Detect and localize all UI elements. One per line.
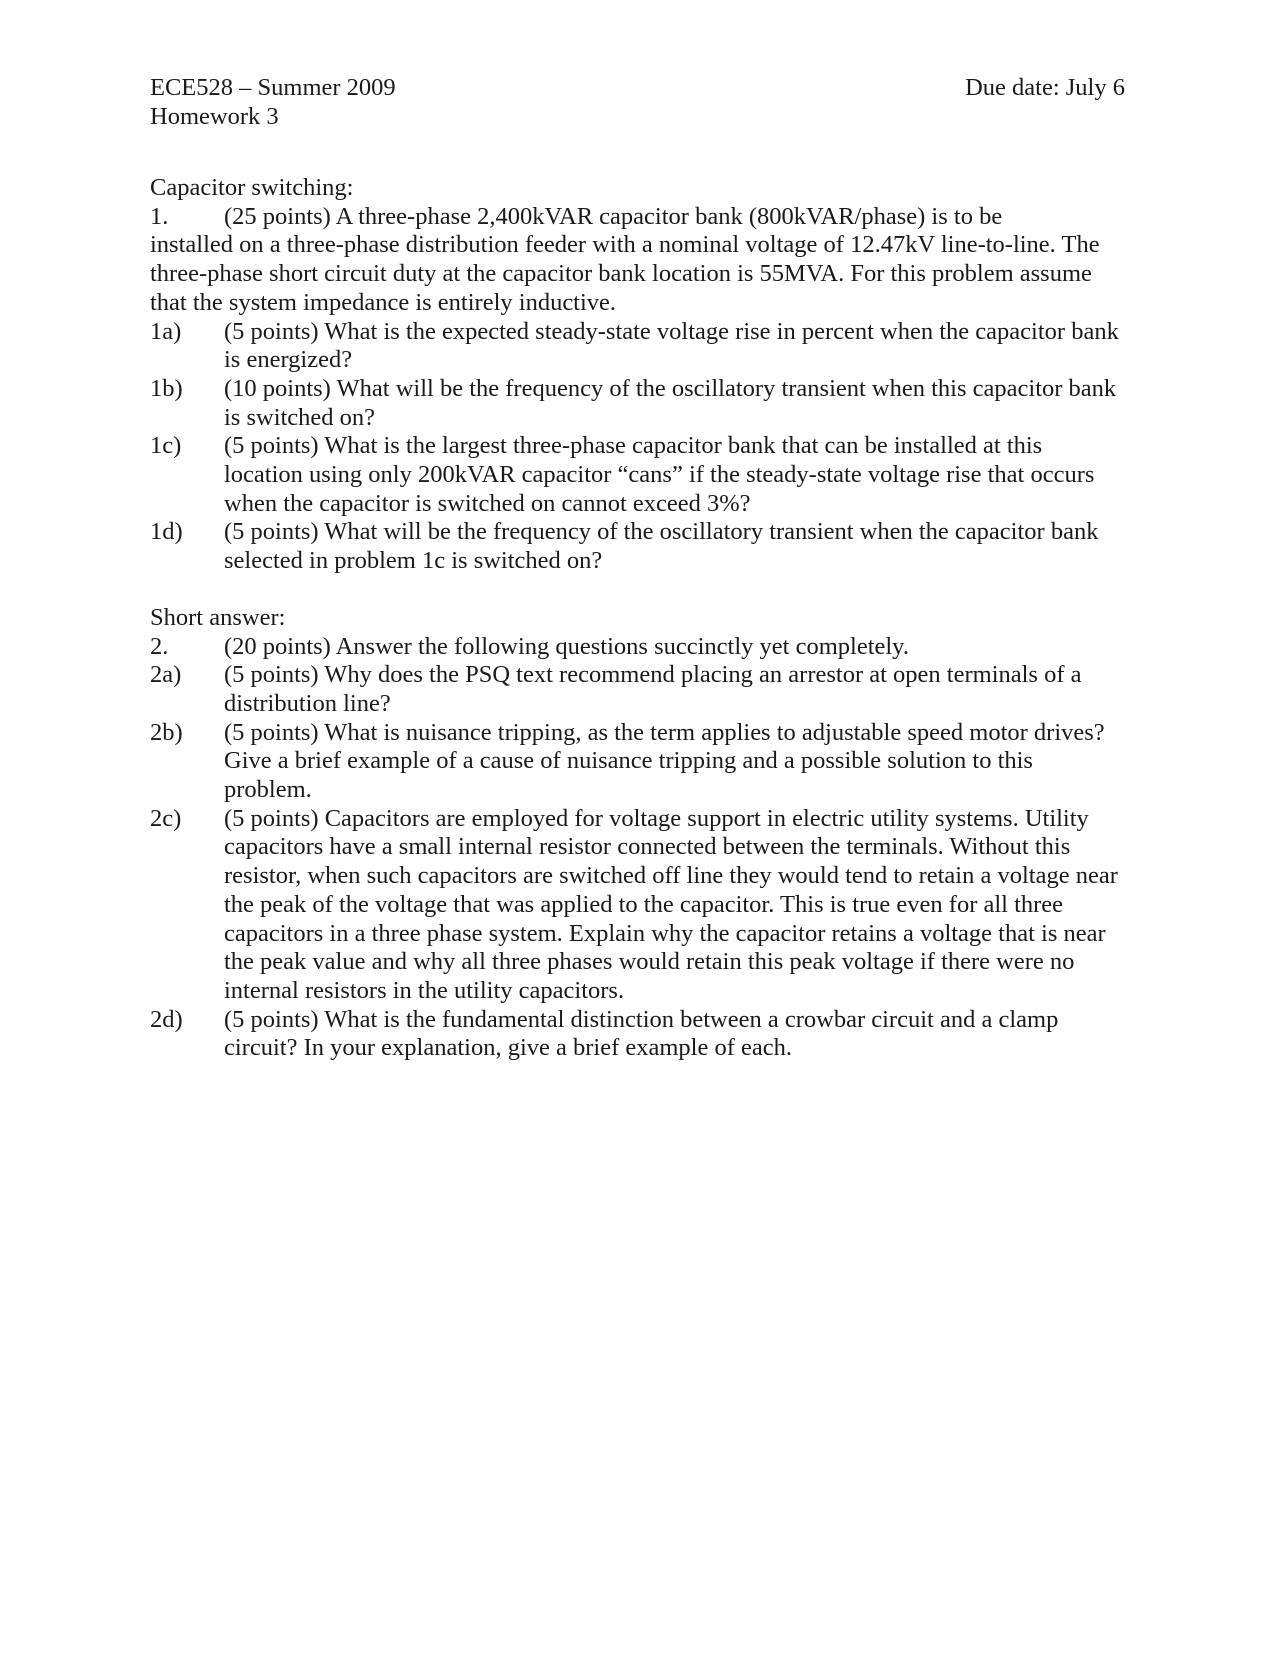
question-text: (5 points) What is the fundamental distinction between a crowbar circuit and a clamp circuit? In your explanation, give a brief example of each. bbox=[224, 1005, 1059, 1062]
question-number: 2c) bbox=[150, 804, 182, 832]
problem-2 bbox=[150, 633, 1125, 662]
document-header bbox=[150, 74, 1125, 132]
question-2a bbox=[150, 661, 1125, 718]
question-1b bbox=[150, 375, 1125, 432]
question-text: (5 points) What is the largest three-phase capacitor bank that can be installed at this location using only 200kVAR capacitor “cans” if the steady-state voltage rise that occurs when the capacitor is switched on cannot exceed 3%? bbox=[224, 432, 1095, 517]
section-title-short-answer: Short answer: bbox=[150, 603, 286, 631]
question-number: 1c) bbox=[150, 432, 182, 460]
problem-1-text-continued: installed on a three-phase distribution feeder with a nominal voltage of 12.47kV line-to-line. The three-phase short circuit duty at the capacitor bank location is 55MVA. For this problem assume that the system impedance is entirely inductive. bbox=[150, 231, 1100, 316]
question-2d bbox=[150, 1006, 1125, 1063]
question-number: 1d) bbox=[150, 518, 183, 546]
due-date: Due date: July 6 bbox=[965, 74, 1125, 101]
problem-number: 2. bbox=[150, 632, 169, 660]
question-number: 1b) bbox=[150, 374, 183, 402]
question-1c bbox=[150, 432, 1125, 518]
question-1a bbox=[150, 318, 1125, 375]
question-number: 2d) bbox=[150, 1005, 183, 1033]
question-text: (5 points) What is nuisance tripping, as the term applies to adjustable speed motor drives? Give a brief example of a cause of nuisance tripping and a possible solution to this problem. bbox=[224, 718, 1105, 804]
problem-text-first-line: (25 points) A three-phase 2,400kVAR capacitor bank (800kVAR/phase) is to be bbox=[224, 202, 1003, 230]
question-2c bbox=[150, 805, 1125, 1006]
question-text: (5 points) Capacitors are employed for voltage support in electric utility systems. Utility capacitors have a small internal resistor connected between the terminals. Without this resistor, when such capacitors are switched off line they would tend to retain a voltage near the peak of the voltage that was applied to the capacitor. This is true even for all three capacitors in a three phase system. Explain why the capacitor retains a voltage that is near the peak value and why all three phases would retain this peak voltage if there were no internal resistors in the utility capacitors. bbox=[224, 804, 1118, 1004]
homework-number: Homework 3 bbox=[150, 102, 279, 130]
problem-1 bbox=[150, 203, 1125, 232]
question-2b bbox=[150, 719, 1125, 805]
question-text: (10 points) What will be the frequency of the oscillatory transient when this capacitor bank is switched on? bbox=[224, 374, 1117, 431]
section-title-capacitor-switching: Capacitor switching: bbox=[150, 174, 354, 201]
question-1d bbox=[150, 518, 1125, 575]
homework-page bbox=[150, 74, 1125, 1063]
question-text: (5 points) Why does the PSQ text recommend placing an arrestor at open terminals of a distribution line? bbox=[224, 661, 1082, 717]
question-text: (5 points) What is the expected steady-state voltage rise in percent when the capacitor bank is energized? bbox=[224, 317, 1119, 374]
course-title: ECE528 – Summer 2009 bbox=[150, 74, 396, 101]
problem-text: (20 points) Answer the following questions succinctly yet completely. bbox=[224, 632, 909, 660]
question-text: (5 points) What will be the frequency of the oscillatory transient when the capacitor bank selected in problem 1c is switched on? bbox=[224, 518, 1099, 575]
problem-number: 1. bbox=[150, 202, 169, 230]
question-number: 1a) bbox=[150, 317, 182, 345]
question-number: 2b) bbox=[150, 718, 183, 746]
question-number: 2a) bbox=[150, 661, 182, 689]
